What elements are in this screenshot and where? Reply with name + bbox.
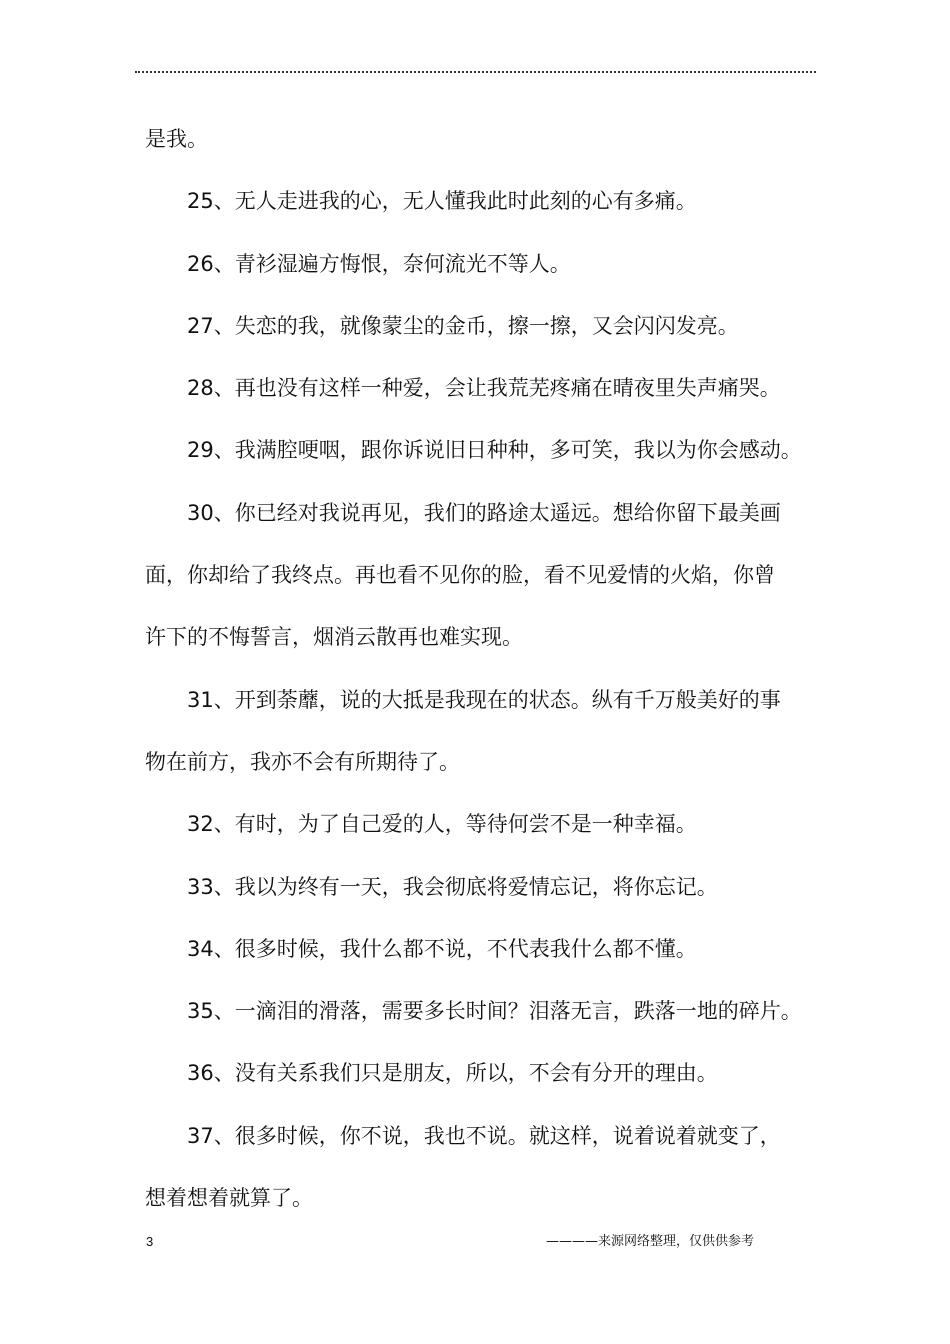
text-line: 33、我以为终有一天，我会彻底将爱情忘记，将你忘记。: [187, 874, 718, 899]
text-line: 物在前方，我亦不会有所期待了。: [145, 749, 460, 774]
text-line: 想着想着就算了。: [145, 1186, 313, 1211]
text-line: 25、无人走进我的心，无人懂我此时此刻的心有多痛。: [187, 189, 697, 214]
text-line: 是我。: [145, 127, 208, 151]
text-line: 31、开到荼蘼，说的大抵是我现在的状态。纵有千万般美好的事: [187, 687, 781, 712]
text-line: 32、有时，为了自己爱的人，等待何尝不是一种幸福。: [187, 812, 697, 837]
text-line: 27、失恋的我，就像蒙尘的金币，擦一擦，又会闪闪发亮。: [187, 313, 739, 338]
footer-source-note: ————来源网络整理，仅供供参考: [546, 1234, 755, 1249]
text-line: 37、很多时候，你不说，我也不说。就这样，说着说着就变了，: [187, 1123, 781, 1148]
page-number: 3: [146, 1234, 154, 1249]
document-body: [145, 108, 817, 1229]
header-dotted-rule: [135, 71, 816, 73]
text-line: 29、我满腔哽咽，跟你诉说旧日种种，多可笑，我以为你会感动。: [187, 438, 802, 463]
text-line: 30、你已经对我说再见，我们的路途太遥远。想给你留下最美画: [187, 500, 781, 525]
text-line: 26、青衫湿遍方悔恨，奈何流光不等人。: [187, 251, 571, 276]
text-line: 34、很多时候，我什么都不说，不代表我什么都不懂。: [187, 936, 697, 961]
text-line: 35、一滴泪的滑落，需要多长时间？泪落无言，跌落一地的碎片。: [187, 999, 802, 1024]
text-line: 面，你却给了我终点。再也看不见你的脸，看不见爱情的火焰，你曾: [145, 563, 775, 588]
text-line: 许下的不悔誓言，烟消云散再也难实现。: [145, 625, 523, 650]
text-line: 36、没有关系我们只是朋友，所以，不会有分开的理由。: [187, 1061, 718, 1086]
text-line: 28、再也没有这样一种爱，会让我荒芜疼痛在晴夜里失声痛哭。: [187, 376, 781, 401]
